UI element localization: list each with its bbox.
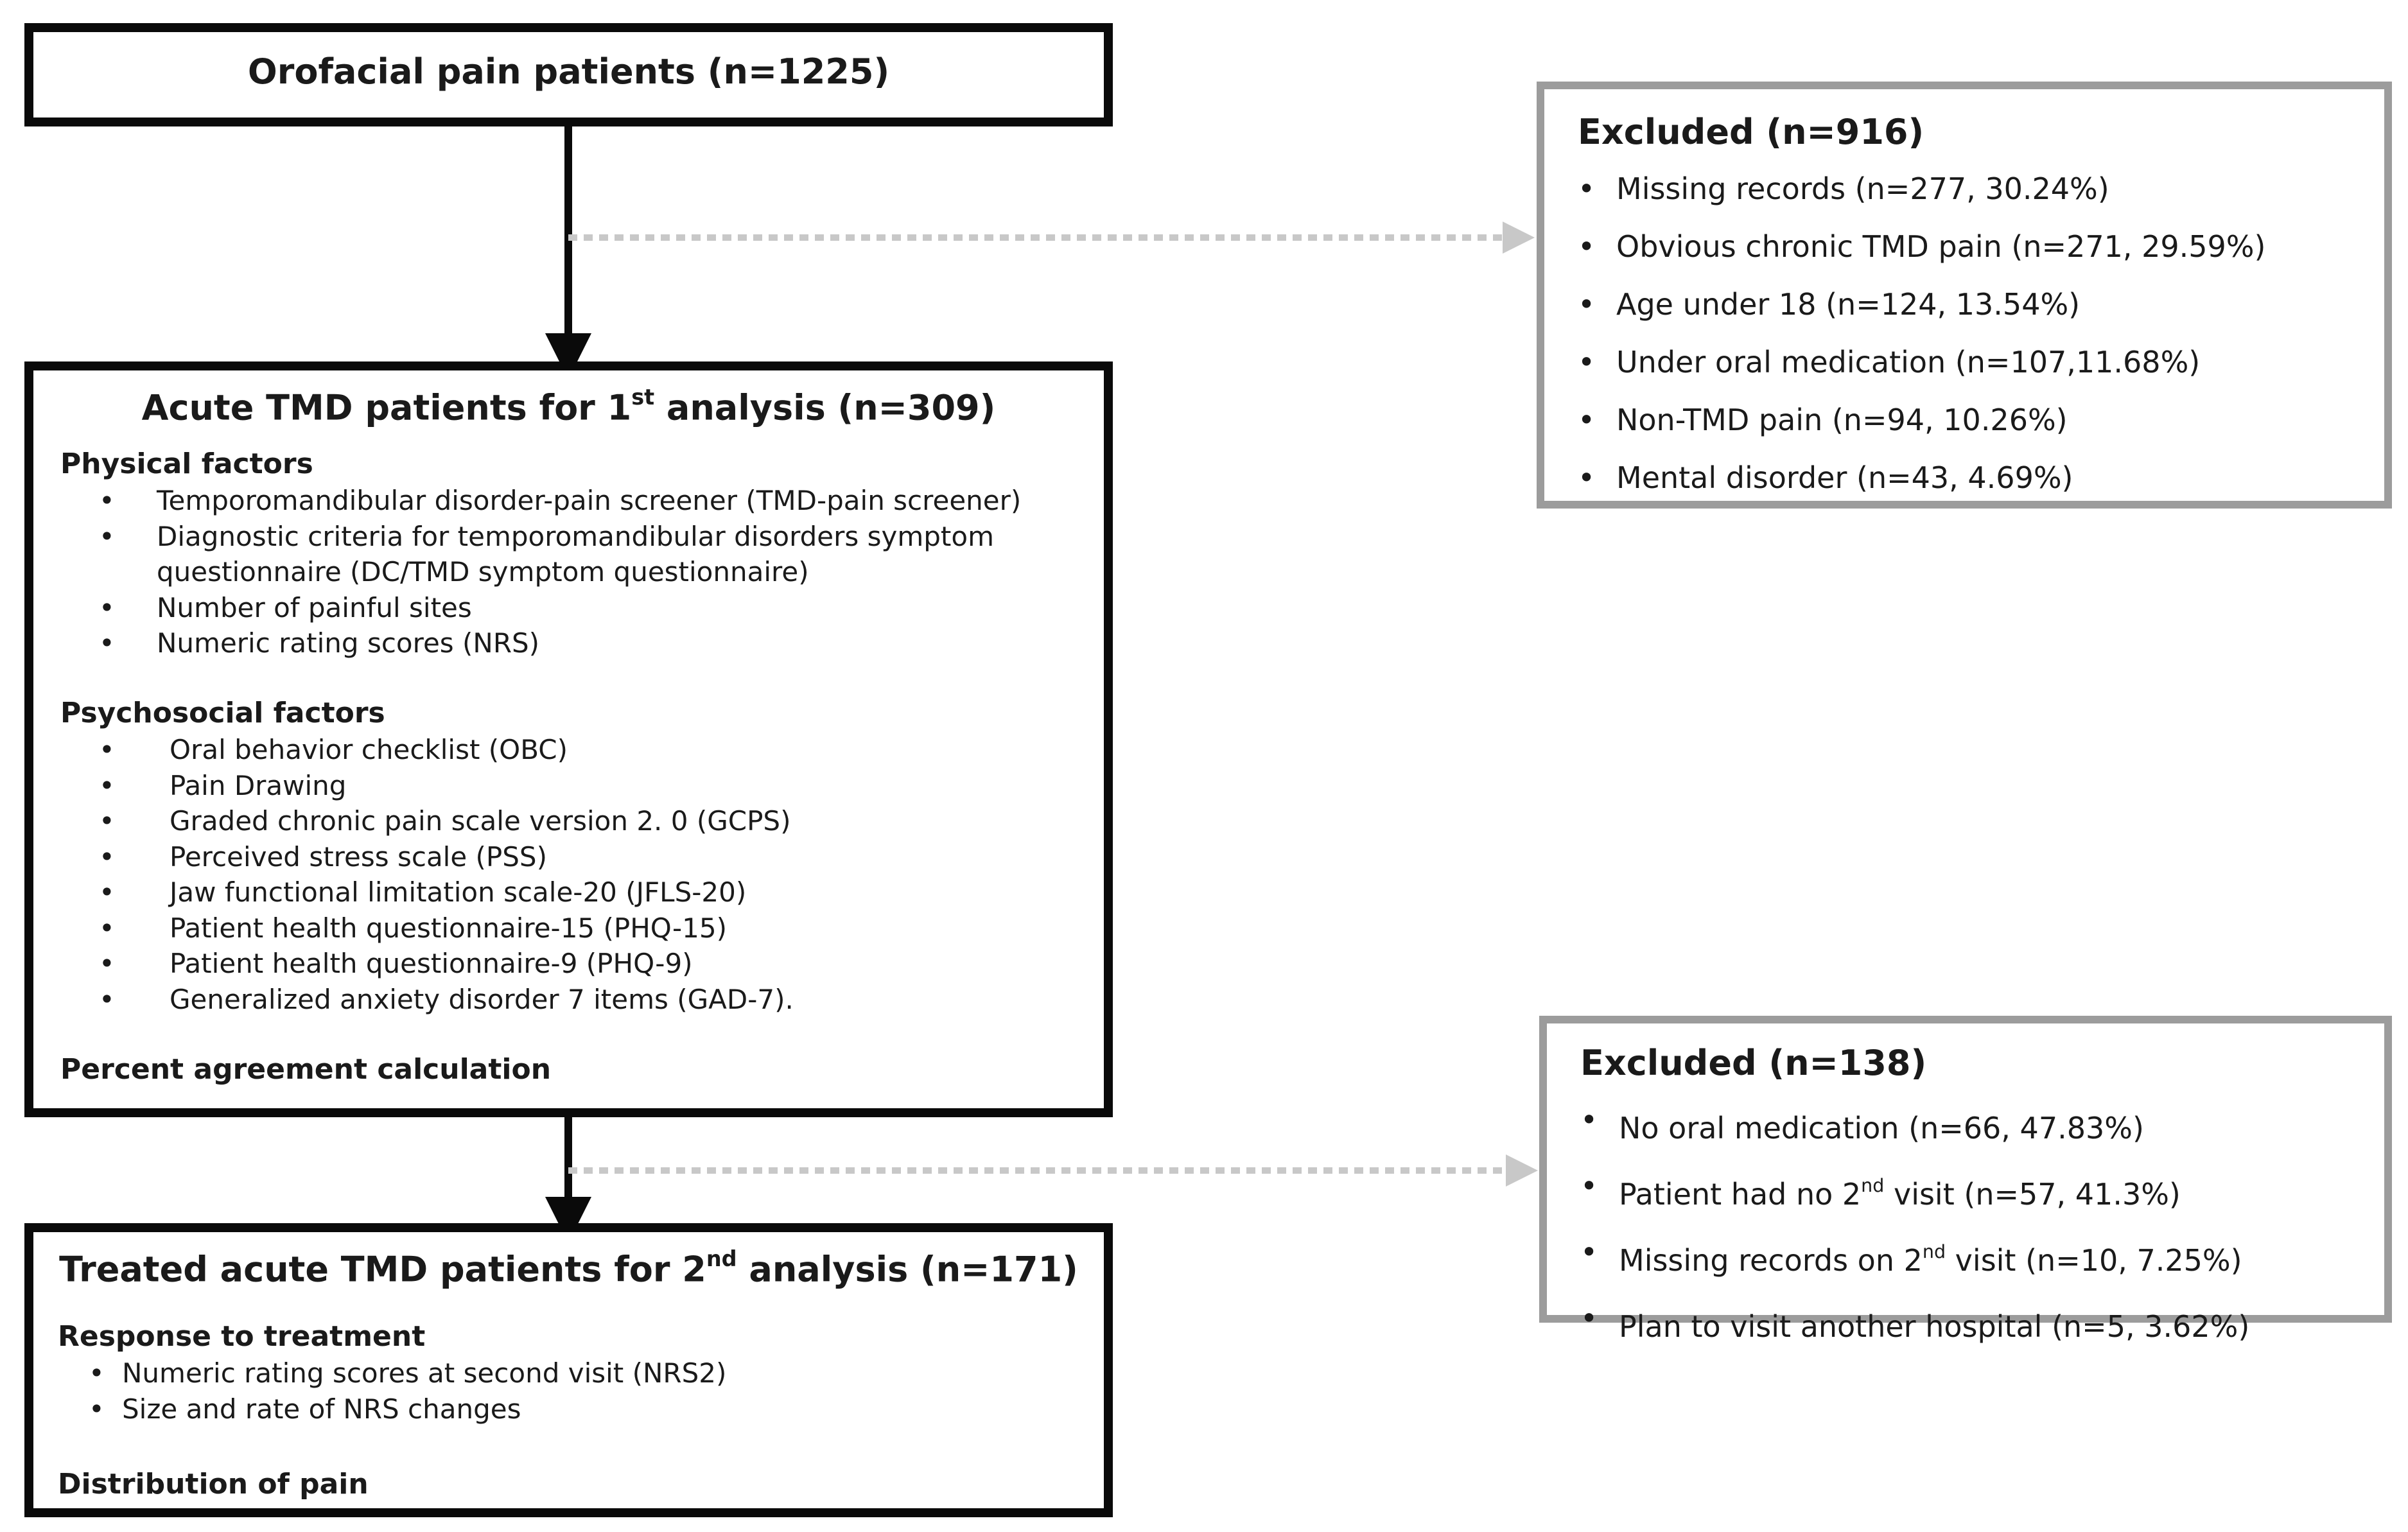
- list-item: • Non-TMD pain (n=94, 10.26%): [1578, 391, 2265, 449]
- box3-title-text-end: analysis (n=171): [737, 1249, 1078, 1290]
- list-item: • Jaw functional limitation scale-20 (JFLS-20): [99, 875, 794, 910]
- response-to-treatment-heading: Response to treatment: [58, 1320, 426, 1353]
- list-item: • Patient health questionnaire-9 (PHQ-9): [99, 946, 794, 982]
- bullet: •: [1580, 1300, 1598, 1336]
- list-item: • Age under 18 (n=124, 13.54%): [1578, 275, 2265, 333]
- bullet: •: [89, 1393, 105, 1425]
- physical-factors-heading: Physical factors: [60, 448, 313, 480]
- excluded1-title: Excluded (n=916): [1578, 112, 1924, 152]
- bullet: •: [1578, 287, 1596, 322]
- list-item: • Temporomandibular disorder-pain screener (TMD-pain screener): [99, 483, 1088, 519]
- list-item: • Perceived stress scale (PSS): [99, 839, 794, 875]
- bullet: •: [99, 983, 115, 1015]
- list-item: • Oral behavior checklist (OBC): [99, 732, 794, 768]
- distribution-of-pain-heading: Distribution of pain: [58, 1468, 369, 1501]
- bullet: •: [1578, 229, 1596, 264]
- list-item: • Pain Drawing: [99, 768, 794, 804]
- bullet: •: [99, 734, 115, 765]
- physical-factors-list: [99, 483, 1088, 661]
- list-item: • Plan to visit another hospital (n=5, 3.62%): [1580, 1289, 2249, 1355]
- list-item: • Patient had no 2nd visit (n=57, 41.3%): [1580, 1157, 2249, 1223]
- list-item: • Missing records (n=277, 30.24%): [1578, 160, 2265, 218]
- box2-title: [33, 385, 1104, 428]
- bullet: •: [99, 948, 115, 979]
- response-to-treatment-list: [89, 1355, 726, 1427]
- list-item: • Obvious chronic TMD pain (n=271, 29.59%): [1578, 218, 2265, 275]
- box3-title-text: Treated acute TMD patients for 2: [59, 1249, 706, 1290]
- box-acute-tmd-first-analysis: [24, 361, 1113, 1117]
- psychosocial-factors-heading: Psychosocial factors: [60, 697, 385, 729]
- list-item: • Diagnostic criteria for temporomandibular disorders symptom questionnaire (DC/TMD symptom questionnaire): [99, 519, 1088, 590]
- list-item: • No oral medication (n=66, 47.83%): [1580, 1091, 2249, 1157]
- bullet: •: [99, 876, 115, 908]
- excluded2-list: [1580, 1091, 2249, 1355]
- percent-agreement-heading: Percent agreement calculation: [60, 1053, 552, 1086]
- list-item: • Graded chronic pain scale version 2. 0 (GCPS): [99, 803, 794, 839]
- bullet: •: [1578, 460, 1596, 495]
- box-excluded-916: [1537, 82, 2392, 509]
- box2-title-superscript: st: [631, 385, 655, 410]
- list-item: • Number of painful sites: [99, 590, 1088, 626]
- list-item: • Missing records on 2nd visit (n=10, 7.25%): [1580, 1223, 2249, 1289]
- list-item: • Mental disorder (n=43, 4.69%): [1578, 449, 2265, 507]
- list-item: • Numeric rating scores at second visit (NRS2): [89, 1355, 726, 1391]
- bullet: •: [1578, 403, 1596, 437]
- bullet: •: [1580, 1234, 1598, 1269]
- list-item: • Generalized anxiety disorder 7 items (GAD-7).: [99, 982, 794, 1018]
- list-item: • Patient health questionnaire-15 (PHQ-15): [99, 910, 794, 946]
- box3-title: [33, 1246, 1104, 1289]
- bullet: •: [99, 805, 115, 837]
- list-item: • Numeric rating scores (NRS): [99, 625, 1088, 661]
- list-item: • Under oral medication (n=107,11.68%): [1578, 333, 2265, 391]
- bullet: •: [99, 591, 115, 623]
- box2-title-text: Acute TMD patients for 1: [141, 387, 632, 428]
- excluded2-title: Excluded (n=138): [1580, 1043, 1927, 1083]
- box3-title-superscript: nd: [706, 1246, 737, 1271]
- bullet: •: [1580, 1102, 1598, 1137]
- bullet: •: [99, 520, 115, 552]
- psychosocial-factors-list: [99, 732, 794, 1017]
- box-excluded-138: [1539, 1016, 2392, 1344]
- bullet: •: [1578, 171, 1596, 206]
- box-orofacial-pain-patients: [24, 23, 1113, 126]
- bullet: •: [99, 769, 115, 801]
- list-item: • Size and rate of NRS changes: [89, 1391, 726, 1427]
- bullet: •: [99, 912, 115, 944]
- bullet: •: [99, 840, 115, 873]
- bullet: •: [99, 627, 115, 659]
- box2-title-text-end: analysis (n=309): [654, 387, 996, 428]
- excluded1-list: [1578, 160, 2265, 507]
- bullet: •: [1580, 1168, 1598, 1203]
- bullet: •: [89, 1357, 105, 1389]
- bullet: •: [1578, 345, 1596, 379]
- box1-title: Orofacial pain patients (n=1225): [247, 51, 890, 92]
- bullet: •: [99, 485, 115, 516]
- box-treated-acute-tmd-second-analysis: [24, 1223, 1113, 1517]
